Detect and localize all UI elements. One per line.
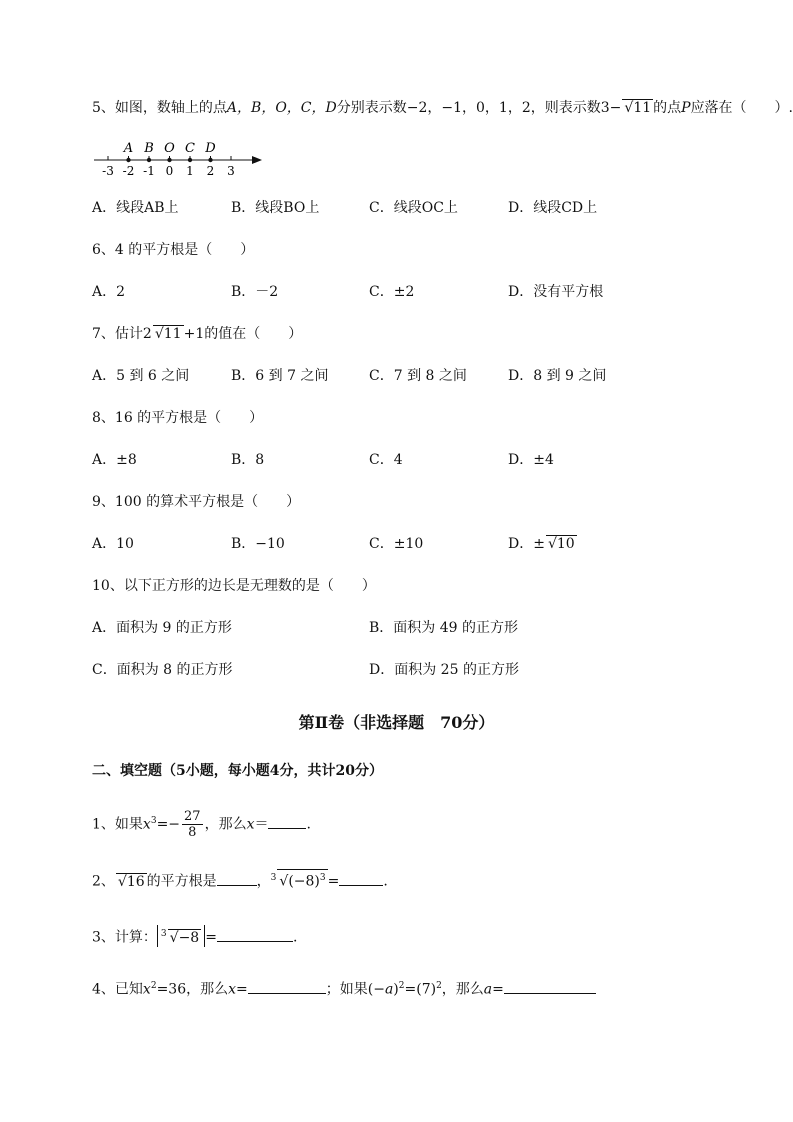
q5-text-2: 分别表示数 [336,100,407,116]
f1-exp: 3 [150,816,157,826]
q8-option-d[interactable]: D．±4 [508,452,554,468]
f4-var-3: a [483,981,493,998]
f1-text-2: ，那么 [204,816,247,833]
q6-option-c[interactable]: C．±2 [369,284,415,300]
number-line-point-label: C [185,141,195,156]
q5-radicand: 11 [633,100,652,116]
q7-radicand: 11 [163,326,182,342]
f2-cube-root: $√(-8)^3$ [277,869,327,890]
q9-option-d-label: D．± [508,536,545,552]
f4-exp: 2 [150,981,157,991]
q8-option-a[interactable]: A．±8 [92,452,137,468]
question-10-stem: 10、以下正方形的边长是无理数的是（ ） [92,578,376,594]
question-5-stem [92,98,793,118]
f4-text-4: ) [393,981,399,998]
f4-eq-2: = [492,981,504,998]
number-line-point [147,158,151,162]
f2-eq: = [327,873,340,890]
f2-text-3: ， [256,873,271,890]
question-6-stem: 6、4 的平方根是（ ） [92,242,255,258]
f3-eq: = [205,929,217,946]
q5-option-d[interactable]: D．线段CD上 [508,200,598,216]
f4-text-3: ；如果( [325,981,374,998]
f1-eq-2: ＝ [254,816,269,833]
number-line-point-label: D [205,141,216,156]
q9-option-d-sqrt: √10 [547,536,575,552]
q7-option-a[interactable]: A．5 到 6 之间 [92,368,190,384]
f4-text-2: =36，那么 [156,981,229,998]
f2-exp: 3 [319,873,326,883]
q7-text: 7、估计 [92,326,143,342]
f4-var: x [142,981,151,998]
f2-sqrt: √16 [117,873,145,890]
fill-question-4 [92,976,596,1000]
f2-end: . [383,873,388,890]
number-line-point [208,158,212,162]
number-line-tick-label: 2 [206,164,215,178]
q8-option-c[interactable]: C．4 [369,452,403,468]
f1-var-2: x [246,816,255,833]
f4-answer-blank-2[interactable] [504,979,596,994]
number-line-tick-label: 1 [186,164,194,178]
number-line-figure [92,138,272,180]
q5-option-c[interactable]: C．线段OC上 [369,200,458,216]
section-2-title: 第Ⅱ卷（非选择题 70分） [298,713,495,732]
q8-option-b[interactable]: B．8 [231,452,265,468]
f1-numerator: 27 [184,809,201,825]
number-line-tick-label: -2 [122,164,135,178]
f3-absolute-value [157,925,205,947]
f4-answer-blank-1[interactable] [248,979,326,994]
q7-option-b[interactable]: B．6 到 7 之间 [231,368,329,384]
q10-option-d[interactable]: D．面积为 25 的正方形 [369,662,519,678]
f2-text-2: 的平方根是 [146,873,217,890]
f4-exp-2: 2 [398,981,405,991]
f1-var: x [142,816,151,833]
f3-radicand: −8 [178,929,200,946]
q5-text-4: 的点 [653,100,682,116]
q9-option-b[interactable]: B．−10 [231,536,285,552]
q7-text-2: 的值在（ ） [204,326,303,342]
number-line-point [188,158,192,162]
f1-answer-blank[interactable] [268,814,306,829]
f1-fraction [182,809,203,840]
f3-answer-blank[interactable] [217,927,293,942]
q7-coef: 2 [142,326,152,342]
f2-text: 2、 [92,873,115,890]
fill-question-3 [92,925,297,948]
f3-root-index: 3 [160,929,167,939]
q6-option-b[interactable]: B．－2 [231,284,279,300]
number-line-point-label: A [123,141,134,156]
f2-root-index: 3 [270,873,277,883]
f3-text: 3、计算： [92,929,157,946]
q5-text-5: 应落在（ ）. [690,100,793,116]
q5-sqrt: √11 [624,100,652,116]
q10-option-b[interactable]: B．面积为 49 的正方形 [369,620,519,636]
f1-text: 1、如果 [92,816,143,833]
q9-option-c[interactable]: C．±10 [369,536,424,552]
q9-option-a[interactable]: A．10 [92,536,134,552]
q5-numbers: −2，−1，0，1，2 [406,100,531,116]
q7-option-d[interactable]: D．8 到 9 之间 [508,368,607,384]
q10-option-a[interactable]: A．面积为 9 的正方形 [92,620,232,636]
q7-plus: +1 [183,326,205,342]
f4-neg-a: −a [373,981,394,998]
f3-end: . [292,929,298,946]
q6-option-d[interactable]: D．没有平方根 [508,284,604,300]
q5-text: 5、如图，数轴上的点 [92,100,227,116]
f2-radicand: 16 [126,873,145,890]
fill-in-part-title: 二、填空题（5小题，每小题4分，共计20分） [92,763,383,779]
q5-point-p: P [681,100,691,116]
q10-option-c[interactable]: C．面积为 8 的正方形 [92,662,233,678]
q5-option-b[interactable]: B．线段BO上 [231,200,320,216]
f2-answer-blank-1[interactable] [217,871,257,886]
f4-text-6: ，那么 [441,981,484,998]
question-7-stem [92,324,302,344]
number-line-point-label: O [164,141,175,156]
fill-question-2 [92,868,388,892]
number-line-tick-label: -3 [102,164,114,178]
number-line-tick-label: 3 [227,164,235,178]
f2-radicand-2: (−8) [288,873,320,890]
number-line-tick-label: 0 [165,164,174,178]
f2-answer-blank-2[interactable] [339,871,383,886]
q5-expr-a: 3 [600,100,610,116]
q5-option-a[interactable]: A．线段AB上 [92,200,179,216]
f4-var-2: x [228,981,237,998]
f4-text-5: =(7) [404,981,437,998]
f1-eq: =− [156,816,181,833]
q7-option-c[interactable]: C．7 到 8 之间 [369,368,467,384]
number-line-point-label: B [144,141,154,156]
number-line-point [126,158,130,162]
f4-text: 4、已知 [92,981,143,998]
number-line-point [167,158,171,162]
number-line-arrow [252,156,262,164]
q7-sqrt: √11 [154,326,182,342]
f4-exp-3: 2 [436,981,442,991]
q9-option-d[interactable] [508,534,577,554]
f4-eq: = [236,981,248,998]
question-9-stem: 9、100 的算术平方根是（ ） [92,494,301,510]
f1-denominator: 8 [188,825,197,841]
q5-expr-minus: − [609,100,622,116]
q9-option-d-radicand: 10 [556,536,575,552]
q5-text-3: ，则表示数 [530,100,601,116]
question-8-stem: 8、16 的平方根是（ ） [92,410,264,426]
q6-option-a[interactable]: A．2 [92,284,126,300]
fill-question-1 [92,805,311,841]
f1-end: . [306,816,311,833]
q5-points: A，B，O，C，D [226,100,337,116]
number-line-tick-label: -1 [143,164,155,178]
f3-cube-root: √−8 [169,929,200,946]
